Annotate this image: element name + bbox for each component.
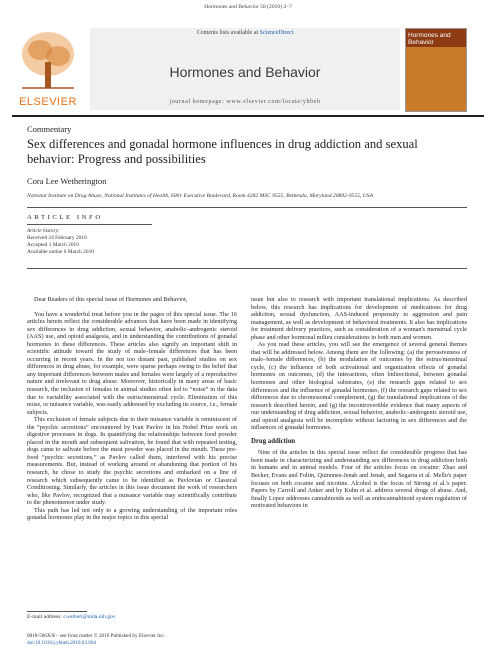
accepted-date: Accepted 1 March 2010 xyxy=(27,242,79,248)
author-email xyxy=(27,614,116,620)
publisher-name: ELSEVIER xyxy=(19,96,77,108)
paragraph: As you read these articles, you will see the emergence of several general themes that will be addressed below. Among them are the following: (a) the pervasiveness of male–female differences, (b) the modulation of outcomes by the estrus/menstrual cycle, (c) the influence of both activational and organization effects of gonadal hormones on outcomes, (d) the interactions, often bidirectional, between gonadal hormones and other biological substrates, (e) the research gaps related to sex differences and the influence of gonadal hormones, (f) the research gaps related to sex differences due to chromosomal complement, (g) the translational implications of the research described herein, and (g) the incontrovertible evidence that many aspects of our understanding of drug addiction, sexual behavior, anabolic–androgenic steroid use, and opioid analgesia will be incomplete without factoring in sex differences and the influences of gonadal hormones. xyxy=(251,341,467,432)
paragraph: This exclusion of female subjects due to their nuisance variable is reminiscent of the “psychic secretions” encountered by Ivan Pavlov in his Nobel Prize work on digestive processes in dogs. In quantifying the relationships between food powder placed in the mouth and subsequent salivation, he found that with repeated testing, dogs came to salivate before the meat powder was placed in the mouth. These pre-food “psychic secretions,” as Pavlov called them, interfered with his precise measurements. But, instead of working around or abandoning that portion of his research, he chose to study the psychic secretions and embarked on a line of research which subsequently came to be identified as Pavlovian or Classical Conditioning. Similarly, the articles in this issue document the work of researchers who, like Pavlov, recognized that a nuisance variable may scientifically contribute to the phenomenon under study. xyxy=(27,416,237,507)
section-label: Commentary xyxy=(27,124,72,134)
divider xyxy=(27,224,152,225)
header-rule xyxy=(12,115,484,117)
paragraph: Nine of the articles in this special issue reflect the considerable progress that has been made in characterizing and understanding sex differences in drug addiction both in humans and in animal models. Four of the articles focus on cocaine: Zhao and Becker, Evans and Foltin, Quinones-Jenab and Jenab, and Segarra et al. Mello's paper focuses on both cocaine and nicotine. Alcohol is the focus of Strong et al.'s paper. Papers by Carroll and Anker and by Kuhn et al. address several drugs of abuse. And, finally Lopez addresses cannabinoids as well as endocannabinoid system regulation of motivated behaviors in xyxy=(251,449,467,510)
copyright-block xyxy=(27,633,165,647)
online-date: Available online 6 March 2010 xyxy=(27,249,94,255)
contents-line xyxy=(90,30,400,36)
journal-cover-thumbnail xyxy=(405,28,467,112)
journal-homepage[interactable]: journal homepage: www.elsevier.com/locate/yhbeh xyxy=(169,99,321,105)
article-title: Sex differences and gonadal hormone influences in drug addiction and sexual behavior: Progress and possibilities xyxy=(27,137,418,166)
body-column-right xyxy=(251,296,467,510)
footnote-rule xyxy=(27,611,87,612)
author-name: Cora Lee Wetherington xyxy=(27,176,107,186)
section-heading: Drug addiction xyxy=(251,437,295,445)
sciencedirect-link[interactable]: ScienceDirect xyxy=(259,30,294,36)
email-label: E-mail address: xyxy=(27,614,64,620)
divider xyxy=(27,207,467,208)
contents-prefix: Contents lists available at xyxy=(196,30,260,36)
email-link[interactable]: cwetheri@nida.nih.gov xyxy=(63,614,116,620)
elsevier-tree-logo xyxy=(12,26,84,106)
history-label: Article history: xyxy=(27,228,60,234)
journal-title: Hormones and Behavior xyxy=(169,64,321,80)
divider xyxy=(27,268,467,269)
author-affiliation: National Institute on Drug Abuse, National Institutes of Health, 6001 Executive Boulevard, Room 4282 MSC 9555, Bethesda, Maryland 20892-9555, USA xyxy=(27,193,373,199)
running-header: Hormones and Behavior 58 (2010) 2–7 xyxy=(204,4,292,10)
article-info-heading: ARTICLE INFO xyxy=(27,214,103,221)
paragraph: This path has led not only to a growing understanding of the important roles gonadal hormones play in the major topics in this special xyxy=(27,506,237,522)
doi-link[interactable]: doi:10.1016/j.yhbeh.2010.03.004 xyxy=(27,640,97,646)
cover-title: Hormones and Behavior xyxy=(408,32,451,46)
paragraph: You have a wonderful treat before you in the pages of this special issue. The 16 articles herein reflect the considerable advances that have been made in identifying sex differences in drug addiction, sexual behavior, anabolic–androgenic steroid (AAS) use, and opioid analgesia, and in understanding the contributions of gonadal hormones to these differences. These articles also signify an important shift in scientific attitude toward the study of male–female differences that has been occurring in recent years. In the not too distant past, published studies on sex differences in drug abuse, for example, were sparse perhaps owing to the belief that any important differences between males and females were largely of a reproductive nature and irrelevant to drug abuse. Moreover, historically in many areas of basic research, the inclusion of females in animal studies often led to “noise” in the data due to variability associated with the estrus/menstrual cycle. Elimination of this noise, or nuisance variable, was easily addressed by excluding its source, i.e., female subjects. xyxy=(27,310,237,416)
paragraph: issue but also to research with important translational implications. As described below, this research has implications for development of medications for drug addiction, sexual dysfunction, AAS-induced propensity to aggression and pain management, as well as development of behavioral treatments. It also has implications for treatment delivery practices, such as consideration of a woman's menstrual cycle phase and other hormonal milieu considerations in both men and women. xyxy=(251,296,467,341)
body-column-left xyxy=(27,296,237,522)
received-date: Received 24 February 2010 xyxy=(27,235,87,241)
issn-line: 0018-506X/$ – see front matter © 2010 Published by Elsevier Inc. xyxy=(27,633,166,639)
article-history xyxy=(27,228,94,256)
salutation: Dear Readers of this special issue of Hormones and Behavior, xyxy=(34,296,188,303)
